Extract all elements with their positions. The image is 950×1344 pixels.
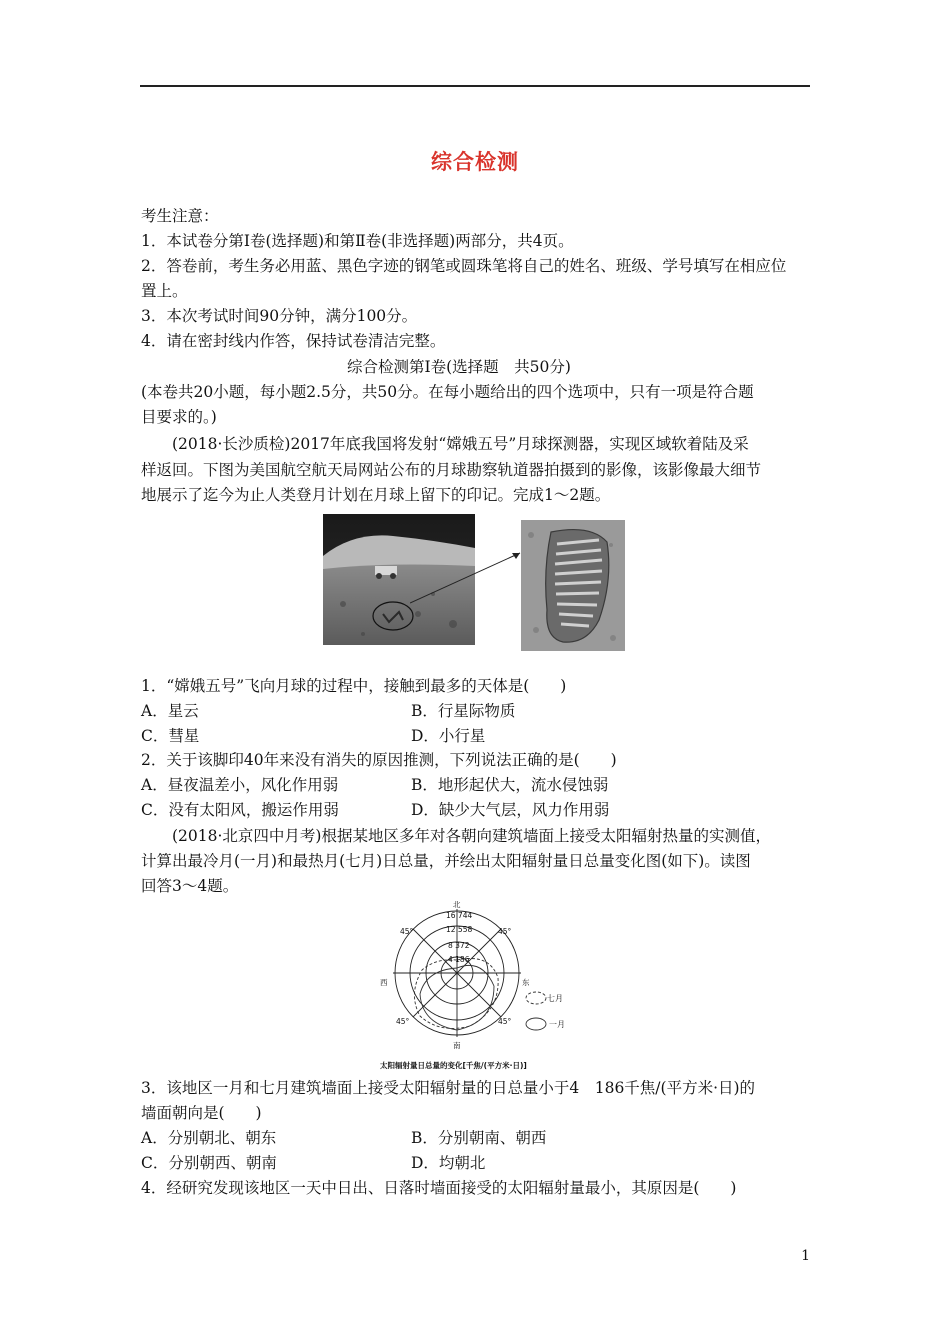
notice-line: 2．答卷前，考生务必用蓝、黑色字迹的钢笔或圆珠笔将自己的姓名、班级、学号填写在相应位 <box>141 257 787 275</box>
notice-line: 4．请在密封线内作答，保持试卷清洁完整。 <box>141 332 446 350</box>
passage-line: 计算出最冷月(一月)和最热月(七月)日总量，并绘出太阳辐射量日总量变化图(如下)。读图 <box>141 852 751 870</box>
legend-jan-symbol <box>526 1018 546 1030</box>
diagram-caption: 太阳辐射量日总量的变化[千焦/(平方米·日)] <box>380 1061 527 1070</box>
notice-line: 1．本试卷分第Ⅰ卷(选择题)和第Ⅱ卷(非选择题)两部分，共4页。 <box>141 232 574 250</box>
question-stem: 2．关于该脚印40年来没有消失的原因推测，下列说法正确的是( ) <box>141 751 617 769</box>
ring-value-label: 4 186 <box>448 955 470 964</box>
option-a: A．昼夜温差小，风化作用弱 <box>141 776 339 794</box>
legend-july-symbol <box>526 992 546 1004</box>
notice-line: 置上。 <box>141 282 188 300</box>
angle-label: 45° <box>498 927 512 936</box>
option-d: D．均朝北 <box>411 1154 486 1172</box>
angle-label: 45° <box>396 1017 410 1026</box>
option-d: D．缺少大气层，风力作用弱 <box>411 801 610 819</box>
angle-label: 45° <box>498 1017 512 1026</box>
section-title: 综合检测第Ⅰ卷(选择题 共50分) <box>347 358 571 376</box>
passage-line: (2018·长沙质检)2017年底我国将发射“嫦娥五号”月球探测器，实现区域软着陆及采 <box>172 435 749 453</box>
radiation-diagram <box>370 898 590 1073</box>
section-intro-line: (本卷共20小题，每小题2.5分，共50分。在每小题给出的四个选项中，只有一项是符合题 <box>141 383 754 401</box>
angle-label: 45° <box>400 927 414 936</box>
section-intro-line: 目要求的。) <box>141 408 217 426</box>
east-label: 东 <box>522 978 530 987</box>
header-rule <box>140 85 810 87</box>
option-b: B．分别朝南、朝西 <box>411 1129 547 1147</box>
notice-line: 3．本次考试时间90分钟，满分100分。 <box>141 307 418 325</box>
north-label: 北 <box>453 900 461 909</box>
july-curve <box>414 958 498 1028</box>
passage-line: 地展示了迄今为止人类登月计划在月球上留下的印记。完成1～2题。 <box>141 486 611 504</box>
passage-line: 样返回。下图为美国航空航天局网站公布的月球勘察轨道器拍摄到的影像，该影像最大细节 <box>141 461 762 479</box>
question-stem: 4．经研究发现该地区一天中日出、日落时墙面接受的太阳辐射量最小，其原因是( ) <box>141 1179 737 1197</box>
option-b: B．地形起伏大，流水侵蚀弱 <box>411 776 609 794</box>
option-b: B．行星际物质 <box>411 702 516 720</box>
legend-jan: 一月 <box>549 1020 565 1029</box>
question-stem: 1．“嫦娥五号”飞向月球的过程中，接触到最多的天体是( ) <box>141 677 567 695</box>
notice-heading: 考生注意： <box>141 207 219 225</box>
option-a: A．星云 <box>141 702 199 720</box>
ring-value-label: 16 744 <box>446 911 473 920</box>
question-stem: 3．该地区一月和七月建筑墙面上接受太阳辐射量的日总量小于4 186千焦/(平方米·日)的 <box>141 1079 756 1097</box>
page-number: 1 <box>801 1248 810 1264</box>
question-stem-cont: 墙面朝向是( ) <box>141 1104 262 1122</box>
passage-line: (2018·北京四中月考)根据某地区多年对各朝向建筑墙面上接受太阳辐射热量的实测值， <box>172 827 771 845</box>
legend-july: 七月 <box>547 994 563 1003</box>
option-a: A．分别朝北、朝东 <box>141 1129 277 1147</box>
west-label: 西 <box>380 978 388 987</box>
ring-value-label: 12 558 <box>446 925 473 934</box>
south-label: 南 <box>453 1041 461 1050</box>
option-c: C．没有太阳风，搬运作用弱 <box>141 801 339 819</box>
pointer-arrow <box>410 545 530 615</box>
ring-value-label: 8 372 <box>448 941 470 950</box>
option-d: D．小行星 <box>411 727 486 745</box>
page-title: 综合检测 <box>431 149 519 174</box>
option-c: C．彗星 <box>141 727 200 745</box>
passage-line: 回答3～4题。 <box>141 877 239 895</box>
footprint-photo <box>521 520 625 651</box>
option-c: C．分别朝西、朝南 <box>141 1154 277 1172</box>
